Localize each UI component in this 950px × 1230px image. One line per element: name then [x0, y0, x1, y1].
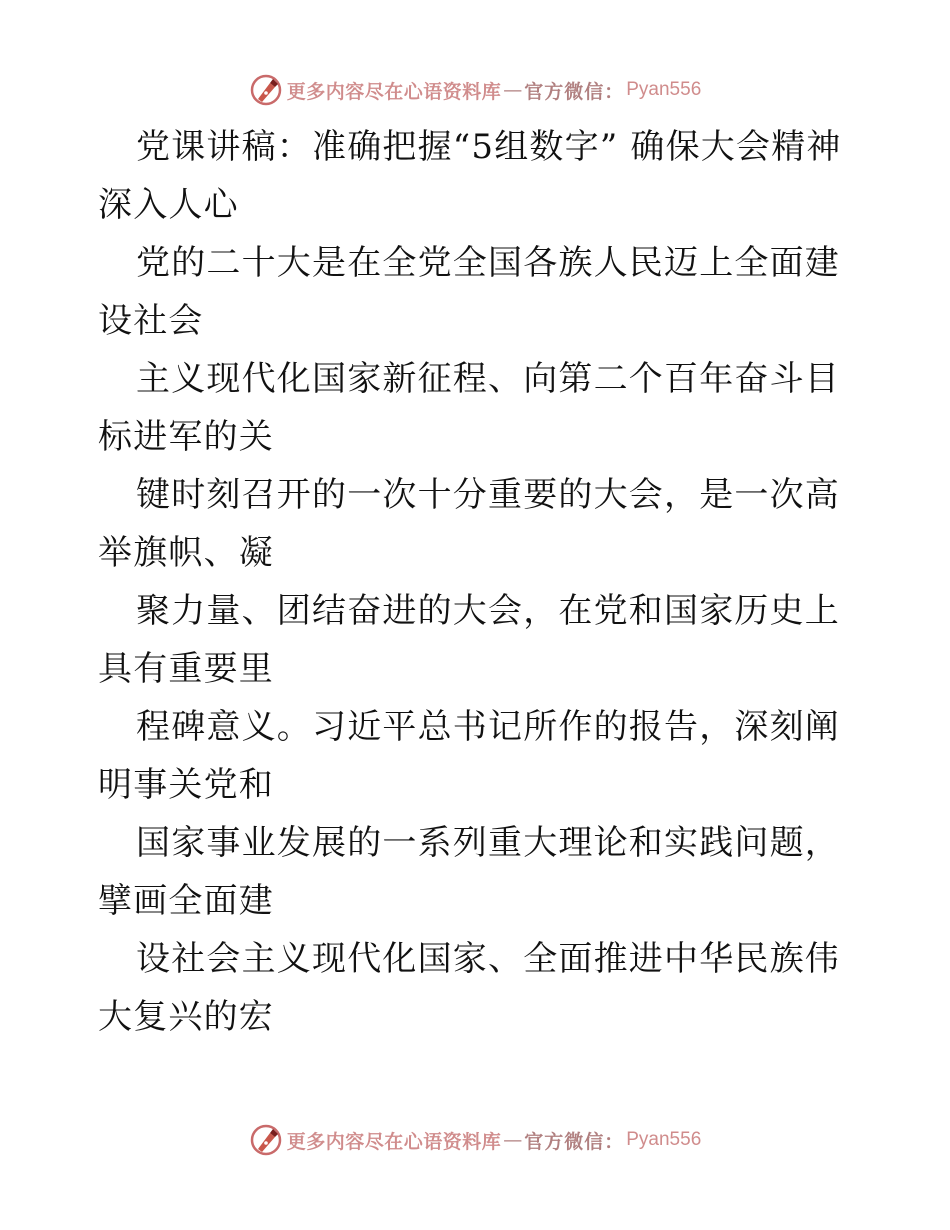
header-watermark	[0, 70, 950, 110]
watermark-separator: —	[503, 79, 523, 101]
watermark-wechat-label: 官方微信：	[524, 1130, 625, 1153]
paragraph: 聚力量、团结奋进的大会，在党和国家历史上具有重要里	[98, 591, 840, 689]
paragraph: 国家事业发展的一系列重大理论和实践问题，擘画全面建	[98, 823, 840, 921]
watermark-wechat-id: Pyan556	[626, 79, 702, 100]
paragraph: 主义现代化国家新征程、向第二个百年奋斗目标进军的关	[98, 359, 840, 457]
pen-nib-logo-icon	[249, 73, 283, 107]
document-body	[98, 118, 858, 1046]
paragraph: 党的二十大是在全党全国各族人民迈上全面建设社会	[98, 243, 840, 341]
watermark-separator: —	[503, 1129, 523, 1151]
watermark-brand: 更多内容尽在心语资料库	[286, 80, 502, 103]
footer-watermark	[0, 1120, 950, 1160]
watermark-wechat-label: 官方微信：	[524, 80, 625, 103]
watermark-wechat-id: Pyan556	[626, 1129, 702, 1150]
document-title: 党课讲稿：准确把握“5组数字” 确保大会精神深入人心	[98, 127, 842, 225]
paragraph: 键时刻召开的一次十分重要的大会，是一次高举旗帜、凝	[98, 475, 840, 573]
pen-nib-logo-icon	[249, 1123, 283, 1157]
paragraph: 程碑意义。习近平总书记所作的报告，深刻阐明事关党和	[98, 707, 840, 805]
paragraph: 设社会主义现代化国家、全面推进中华民族伟大复兴的宏	[98, 939, 840, 1037]
watermark-brand: 更多内容尽在心语资料库	[286, 1130, 502, 1153]
